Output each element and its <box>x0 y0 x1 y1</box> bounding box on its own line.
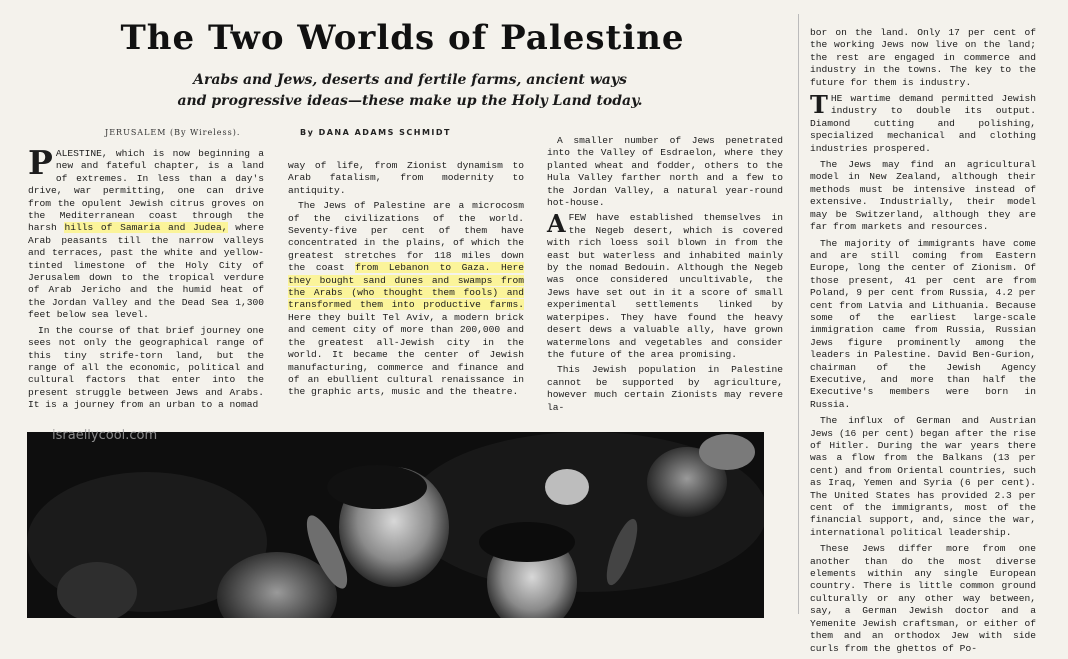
article-column-1 <box>28 143 264 415</box>
drop-cap: A <box>547 209 566 239</box>
article-column-2 <box>288 160 524 402</box>
news-photograph <box>27 432 764 618</box>
highlighted-text: from Lebanon to Gaza. Here they bought sand dunes and swamps from the Arabs (who thought them fools) and transformed them into productive farms. <box>288 262 524 311</box>
paragraph <box>547 209 783 361</box>
paragraph <box>28 143 264 322</box>
paragraph: bor on the land. Only 17 per cent of the working Jews now live on the land; the rest are engaged in commerce and industry in the towns. The key to the future for them is industry. <box>810 27 1036 88</box>
highlighted-text: hills of Samaria and Judea, <box>64 222 228 234</box>
paragraph: The influx of German and Austrian Jews (16 per cent) began after the rise of Hitler. During the war years there was a flow from the Balkans (13 per cent) and from Oriental countries, such as Iraq, Yemen and Syria (6 per cent). The United States has provided 2.3 per cent of the immigrants, most of the financial support, and, since the war, international political leadership. <box>810 415 1036 538</box>
column-divider <box>798 14 799 614</box>
paragraph-text: FEW have established themselves in the Negeb desert, which is covered with rich loess soil blown in from the east but waterless and inhabited mainly by the nomad Bedouin. Although the Negeb was once considered uncultivable, the Jews have set out in it a score of small experimental settlements linked by waterpipes. They have found the heavy desert dews a valuable ally, have grown watermelons and vegetables and consider the future of the area promising. <box>547 212 783 360</box>
article-column-4 <box>810 27 1036 659</box>
paragraph-text: The Jews of Palestine are a microcosm of the civilizations of the world. Seventy-five per cent of them have concentrated in the plains, of which the greatest stretches for 118 miles down the coast <box>288 200 524 274</box>
paragraph: A smaller number of Jews penetrated into the Valley of Esdraelon, where they planted wheat and fodder, others to the Hula Valley farther north and a few to the Jordan Valley, a natural year-round hot-house. <box>547 135 783 209</box>
paragraph <box>810 90 1036 155</box>
paragraph: The majority of immigrants have come and are still coming from Eastern Europe, long the center of Zionism. Of those present, 41 per cent are from Poland, 9 per cent from Russia, 4.2 per cent from Latvia and Lithuania. Because some of the earliest large-scale immigration came from Russia, Russian Jews figure prominently among the leaders in Palestine. David Ben-Gurion, chairman of the Jewish Agency Executive, and more than half the Executive's members were born in Russia. <box>810 237 1036 410</box>
drop-cap: P <box>28 143 53 182</box>
photograph-image <box>27 432 764 618</box>
drop-cap: T <box>810 90 828 120</box>
article-deck <box>60 70 760 112</box>
watermark-text: israellycool.com <box>52 428 158 443</box>
byline: By DANA ADAMS SCHMIDT <box>300 128 451 137</box>
paragraph-text: HE wartime demand permitted Jewish industry to double its output. Diamond cutting and polishing, specialized mechanical and clothing industries prospered. <box>810 93 1036 154</box>
deck-line-1: Arabs and Jews, deserts and fertile farms, ancient ways <box>193 72 627 88</box>
deck-line-2: and progressive ideas—these make up the Holy Land today. <box>177 93 643 109</box>
paragraph-text: ALESTINE, which is now beginning a new and fateful chapter, is a land of extremes. In less than a day's drive, war permitting, one can drive from the opulent Jewish citrus groves on the Mediterranean coast through the harsh <box>28 148 264 234</box>
paragraph: This Jewish population in Palestine cannot be supported by agriculture, however much certain Zionists may revere la- <box>547 364 783 413</box>
paragraph: The Jews may find an agricultural model in New Zealand, although their methods must be intensive instead of extensive. Industrially, their model may be Switzerland, although they are far from markets and resources. <box>810 159 1036 233</box>
paragraph <box>288 200 524 399</box>
paragraph: way of life, from Zionist dynamism to Arab fatalism, from modernity to antiquity. <box>288 160 524 196</box>
article-headline: The Two Worlds of Palestine <box>120 18 685 58</box>
paragraph: These Jews differ more from one another than do the most diverse elements within any single European country. There is little common ground culturally or any other way between, say, a German Jewish doctor and a Yemenite Jewish craftsman, or either of them and an orthodox Jew with side curls from the ghettos of Po- <box>810 543 1036 654</box>
dateline: JERUSALEM (By Wireless). <box>105 128 241 137</box>
paragraph-text: where Arab peasants till the narrow valleys and terraces, past the white and yellow-tinted limestone of the Holy City of Jerusalem down to the tropical verdure of Arab Jericho and the humid heat of the Jordan Valley and the Dead Sea 1,300 feet below sea level. <box>28 222 264 321</box>
paragraph-text: Here they built Tel Aviv, a modern brick and cement city of more than 200,000 and the greatest all-Jewish city in the world. It became the center of Jewish manufacturing, commerce and finance and of an ebullient cultural renaissance in the graphic arts, music and the theatre. <box>288 311 524 398</box>
paragraph: In the course of that brief journey one sees not only the geographical range of this tiny strife-torn land, but the range of all the economic, political and cultural factors that enter into the present struggle between Jews and Arabs. It is a journey from an urban to a nomad <box>28 324 264 411</box>
article-column-3 <box>547 135 783 417</box>
